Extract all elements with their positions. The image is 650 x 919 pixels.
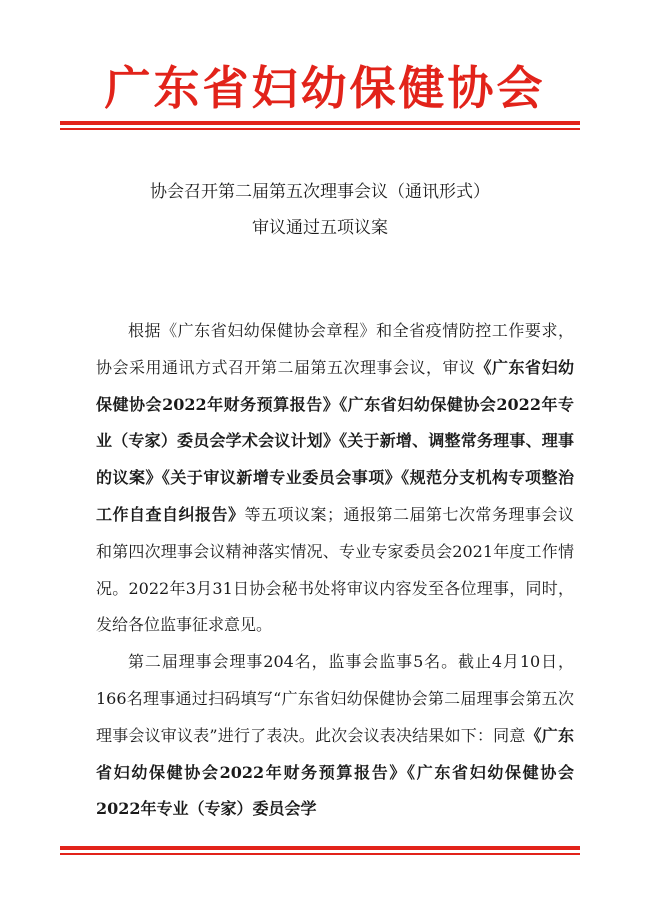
paragraph-1-text-b: 等五项议案；通报第二届第七次常务理事会议和第四次理事会议精神落实情况、专业专家委员会2021年度工作情况。2022年3月31日协会秘书处将审议内容发至各位理事，同时，发给各位监事征求意见。: [96, 504, 574, 635]
paragraph-2-text-a: 第二届理事会理事204名，监事会监事5名。截止4月10日，166名理事通过扫码填写“广东省妇幼保健协会第二届理事会第五次理事会议审议表”进行了表决。此次会议表决结果如下：同意: [96, 652, 574, 745]
paragraph-2: [96, 644, 574, 828]
document-body: [96, 313, 574, 828]
paragraph-1-text-a: 根据《广东省妇幼保健协会章程》和全省疫情防控工作要求，协会采用通讯方式召开第二届第五次理事会议，审议: [96, 321, 574, 377]
document-title-line-2: 审议通过五项议案: [252, 218, 388, 238]
paragraph-2-bold-motions: 《广东省妇幼保健协会2022年财务预算报告》《广东省妇幼保健协会2022年专业（专家）委员会学: [96, 725, 574, 819]
letterhead-red-line-thick: [60, 121, 580, 125]
letterhead-red-line-thin: [60, 128, 580, 130]
org-letterhead-title: 广东省妇幼保健协会: [104, 61, 546, 115]
footer-red-line-thin: [60, 853, 580, 855]
footer-red-line-thick: [60, 846, 580, 850]
document-title-line-1: 协会召开第二届第五次理事会议（通讯形式）: [150, 182, 490, 202]
paragraph-1-bold-motions: 《广东省妇幼保健协会2022年财务预算报告》《广东省妇幼保健协会2022年专业（专家）委员会学术会议计划》《关于新增、调整常务理事、理事的议案》《关于审议新增专业委员会事项》《规范分支机构专项整治工作自查自纠报告》: [96, 357, 574, 524]
paragraph-1: [96, 313, 574, 644]
